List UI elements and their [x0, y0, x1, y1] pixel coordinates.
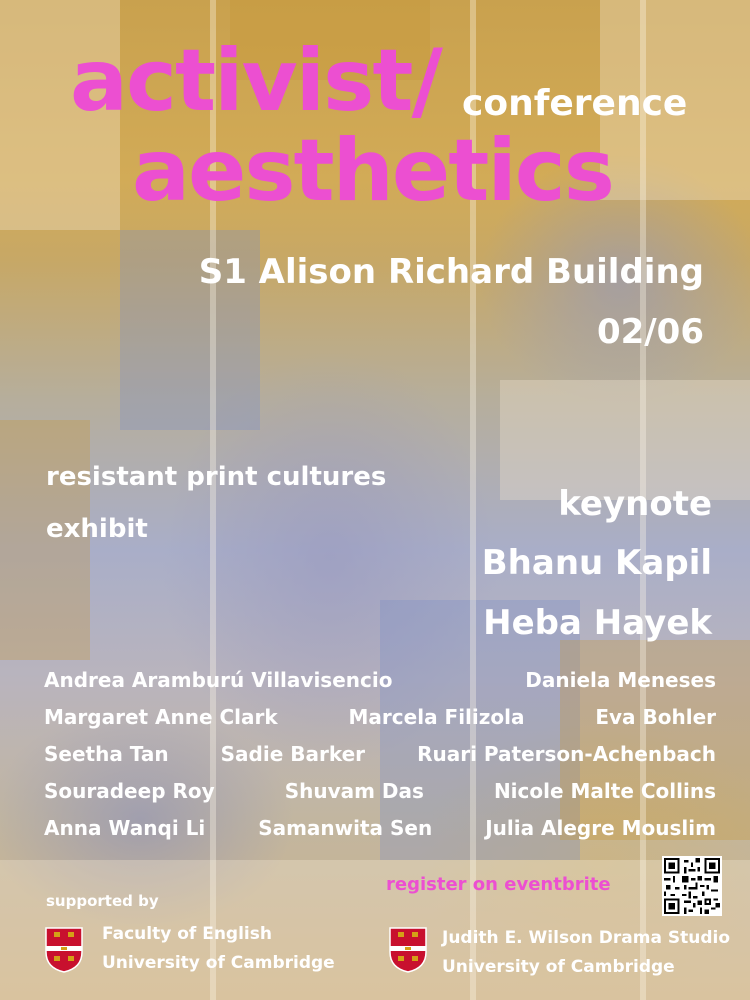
speaker-row: [44, 779, 716, 803]
speaker-name: Ruari Paterson-Achenbach: [417, 742, 716, 766]
event-venue: S1 Alison Richard Building: [198, 252, 704, 292]
speaker-row: [44, 742, 716, 766]
register-link[interactable]: register on eventbrite: [386, 874, 611, 895]
sponsor-institution: University of Cambridge: [442, 957, 675, 977]
speaker-name: Daniela Meneses: [525, 668, 716, 692]
sponsor-name: Judith E. Wilson Drama Studio: [442, 928, 731, 948]
speaker-name: Sadie Barker: [220, 742, 366, 766]
event-date: 02/06: [596, 312, 704, 352]
speaker-name: Eva Bohler: [595, 705, 716, 729]
collage-panel: [500, 380, 750, 500]
speaker-row: [44, 668, 716, 692]
keynote-speaker: Bhanu Kapil: [481, 543, 712, 583]
title-line-1: activist/: [70, 31, 441, 131]
keynote-label: keynote: [558, 484, 712, 524]
exhibit-title-line-1: resistant print cultures: [46, 462, 387, 492]
supported-by-label: supported by: [46, 892, 159, 910]
speaker-row: [44, 705, 716, 729]
sponsor-name: Faculty of English: [102, 924, 272, 944]
speaker-name: Seetha Tan: [44, 742, 169, 766]
speaker-name: Nicole Malte Collins: [493, 779, 716, 803]
title-suffix: conference: [462, 83, 688, 124]
speaker-name: Marcela Filizola: [348, 705, 525, 729]
speaker-name: Margaret Anne Clark: [44, 705, 278, 729]
university-crest-icon: [44, 926, 84, 974]
speaker-name: Anna Wanqi Li: [44, 816, 206, 840]
speaker-name: Samanwita Sen: [258, 816, 433, 840]
keynote-speaker: Heba Hayek: [483, 603, 712, 643]
speaker-name: Souradeep Roy: [44, 779, 215, 803]
title-line-2: aesthetics: [132, 121, 613, 221]
exhibit-title-line-2: exhibit: [46, 514, 148, 544]
speaker-name: Shuvam Das: [284, 779, 424, 803]
speaker-name: Julia Alegre Mouslim: [485, 816, 716, 840]
university-crest-icon: [388, 926, 428, 974]
speaker-row: [44, 816, 716, 840]
qr-code-icon[interactable]: [662, 856, 722, 916]
speaker-name: Andrea Aramburú Villavisencio: [44, 668, 393, 692]
sponsor-institution: University of Cambridge: [102, 953, 335, 973]
